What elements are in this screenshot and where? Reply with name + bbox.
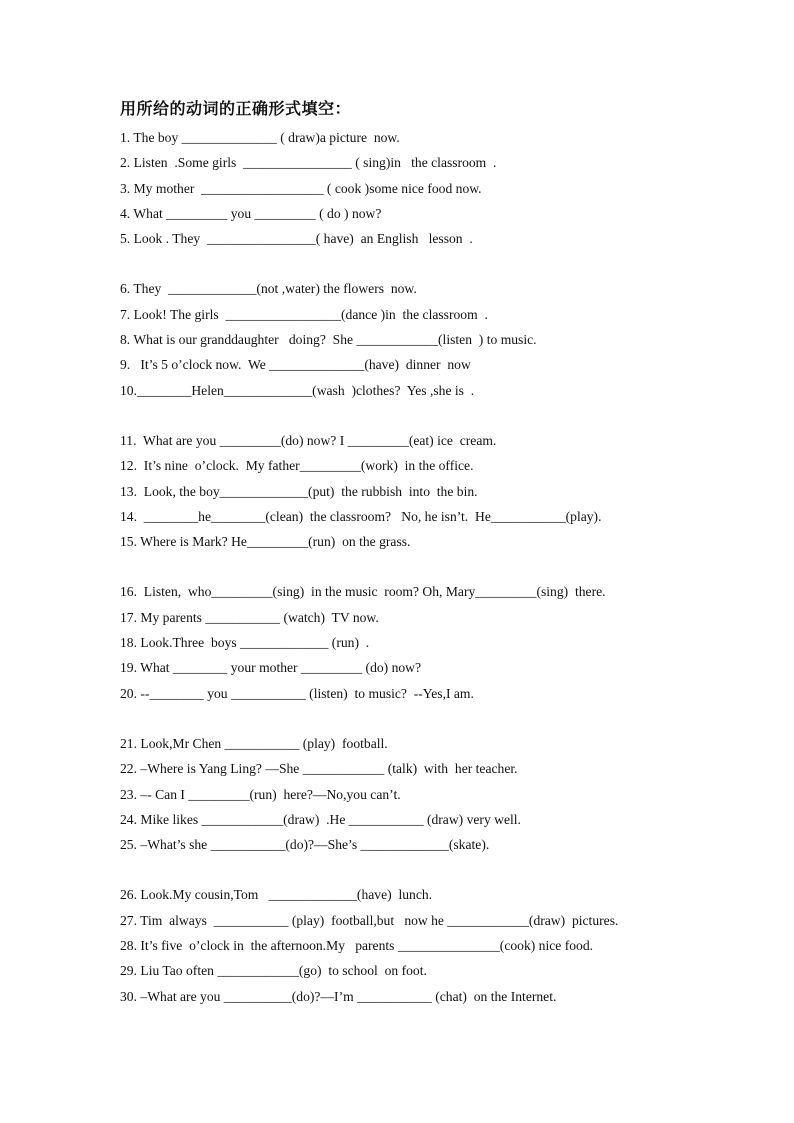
question-group-6 — [120, 882, 680, 1008]
question-15: 15. Where is Mark? He_________(run) on the grass. — [120, 534, 411, 550]
question-27: 27. Tim always ___________ (play) football,but now he ____________(draw) pictures. — [120, 912, 619, 928]
question-4: 4. What _________ you _________ ( do ) now? — [120, 205, 382, 221]
question-30: 30. –What are you __________(do)?—I’m ___________ (chat) on the Internet. — [120, 988, 557, 1004]
question-2: 2. Listen .Some girls ________________ ( sing)in the classroom . — [120, 155, 497, 171]
question-group-2 — [120, 276, 680, 402]
question-group-3 — [120, 428, 680, 554]
question-20: 20. --________ you ___________ (listen) to music? --Yes,I am. — [120, 685, 474, 701]
question-17: 17. My parents ___________ (watch) TV now. — [120, 609, 379, 625]
question-28: 28. It’s five o’clock in the afternoon.My parents _______________(cook) nice food. — [120, 938, 594, 954]
question-16: 16. Listen, who_________(sing) in the music room? Oh, Mary_________(sing) there. — [120, 584, 606, 600]
question-6: 6. They _____________(not ,water) the flowers now. — [120, 281, 417, 297]
question-29: 29. Liu Tao often ____________(go) to school on foot. — [120, 963, 427, 979]
question-1: 1. The boy ______________ ( draw)a picture now. — [120, 130, 400, 145]
question-9: 9. It’s 5 o’clock now. We ______________(have) dinner now — [120, 357, 471, 373]
question-12: 12. It’s nine o’clock. My father_________(work) in the office. — [120, 458, 474, 474]
question-21: 21. Look,Mr Chen ___________ (play) football. — [120, 735, 388, 751]
question-5: 5. Look . They ________________( have) an English lesson . — [120, 231, 473, 247]
question-24: 24. Mike likes ____________(draw) .He ___________ (draw) very well. — [120, 811, 521, 827]
question-group-1 — [120, 125, 680, 251]
question-group-5 — [120, 731, 680, 857]
question-group-4 — [120, 579, 680, 705]
question-18: 18. Look.Three boys _____________ (run) . — [120, 635, 370, 651]
question-25: 25. –What’s she ___________(do)?—She’s _____________(skate). — [120, 837, 490, 853]
worksheet-title: 用所给的动词的正确形式填空： — [120, 99, 352, 118]
question-7: 7. Look! The girls _________________(dance )in the classroom . — [120, 306, 488, 322]
question-3: 3. My mother __________________ ( cook )some nice food now. — [120, 180, 482, 196]
question-19: 19. What ________ your mother _________ (do) now? — [120, 660, 422, 676]
question-13: 13. Look, the boy_____________(put) the rubbish into the bin. — [120, 483, 478, 499]
question-23: 23. –- Can I _________(run) here?—No,you can’t. — [120, 786, 401, 802]
worksheet — [120, 97, 680, 1009]
question-22: 22. –Where is Yang Ling? —She ____________ (talk) with her teacher. — [120, 761, 518, 777]
question-26: 26. Look.My cousin,Tom _____________(have) lunch. — [120, 887, 433, 903]
question-14: 14. ________he________(clean) the classroom? No, he isn’t. He___________(play). — [120, 508, 602, 524]
question-10: 10.________Helen_____________(wash )clothes? Yes ,she is . — [120, 382, 475, 398]
question-11: 11. What are you _________(do) now? I _________(eat) ice cream. — [120, 432, 497, 448]
question-8: 8. What is our granddaughter doing? She ____________(listen ) to music. — [120, 332, 537, 348]
